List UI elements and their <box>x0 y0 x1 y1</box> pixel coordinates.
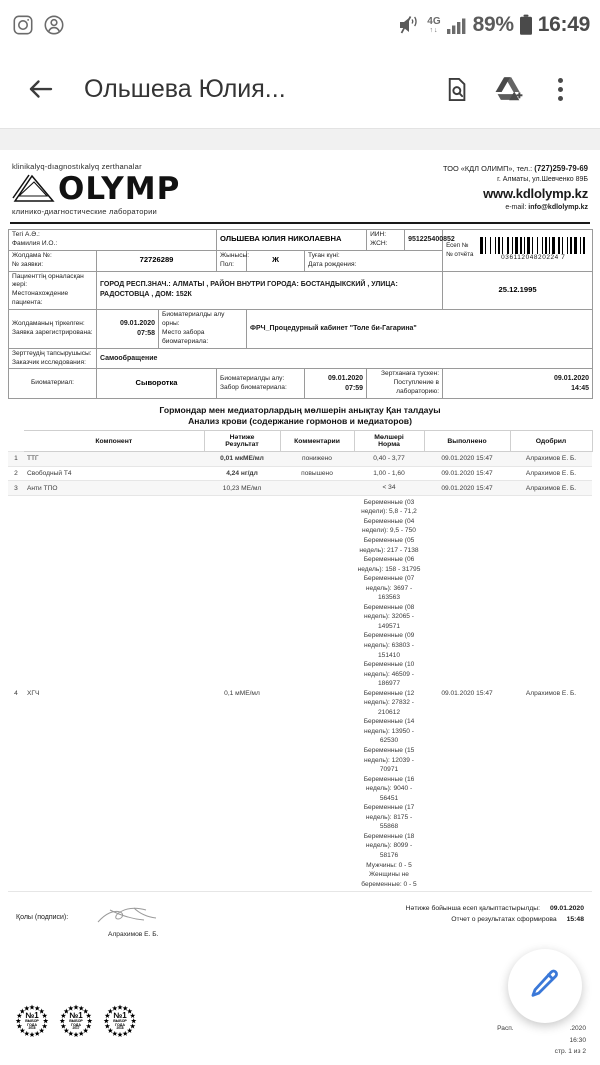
order-label-kk: Жолдама №: <box>12 251 52 259</box>
sex-label-ru: Пол: <box>220 260 234 268</box>
letterhead-contacts <box>443 162 588 211</box>
name-label-ru: Фамилия И.О.: <box>12 239 58 247</box>
badge-line1: ВЫБОР <box>113 1019 127 1023</box>
birth-value: 25.12.1995 <box>498 284 537 294</box>
section-title-kk: Гормондар мен медиаторлардың мөлшерін анықтау Қан талдауы <box>159 405 441 416</box>
biomaterial-label: Биоматериал: <box>30 379 75 387</box>
table-row <box>8 452 592 467</box>
network-type-icon: 4G ↑↓ <box>427 15 441 34</box>
table-row <box>8 481 592 496</box>
row-result: 4,24 нг/дл <box>204 466 280 481</box>
biomaterial-label-cell <box>9 369 97 399</box>
badge-line2: ГОДА <box>115 1022 125 1027</box>
table-row <box>8 466 592 481</box>
registered-time: 07:58 <box>137 329 155 337</box>
row-component: Анти ТПО <box>24 481 204 496</box>
location-value: ГОРОД РЕСП.ЗНАЧ.: АЛМАТЫ , РАЙОН ВНУТРИ ГОРОДА: БОСТАНДЫКСКИЙ , УЛИЦА: РАДОСТОВЦА , ДОМ: 152К <box>100 281 398 299</box>
lab-label-cell <box>367 369 443 399</box>
table-row <box>8 495 592 891</box>
award-badge <box>58 1003 94 1039</box>
battery-icon <box>519 14 533 36</box>
edit-fab-button[interactable] <box>508 949 582 1023</box>
col-approved: Одобрил <box>510 431 592 452</box>
order-value: 72726289 <box>139 255 174 265</box>
row-approved: Алрахимов Е. Б. <box>510 452 592 467</box>
signal-bars-icon <box>446 15 468 35</box>
edit-pencil-icon <box>528 967 562 1006</box>
patient-name-value-cell <box>217 230 367 251</box>
row-number: 1 <box>8 452 24 467</box>
status-bar <box>0 0 600 50</box>
row-norm: 0,40 - 3,77 <box>354 452 424 467</box>
location-value-cell <box>97 271 443 310</box>
collect-date: 09.01.2020 <box>328 375 364 383</box>
iin-label-ru: ЖСН: <box>370 239 388 247</box>
location-label-ru: Местонахождение пациента: <box>12 290 69 307</box>
name-label-kk: Тегі А.Ә.: <box>12 231 40 238</box>
document-sheet <box>0 150 600 1065</box>
section-title-ru: Анализ крови (содержание гормонов и медиаторов) <box>188 416 412 427</box>
results-table <box>8 430 593 892</box>
col-number <box>8 431 24 452</box>
badge-line2: ГОДА <box>27 1022 37 1027</box>
signer-name: Алрахимов Е. Б. <box>108 931 159 939</box>
company-website[interactable]: www.kdlolymp.kz <box>483 186 588 201</box>
customer-label-kk: Зерттеудің тапсырушысы: <box>12 349 92 357</box>
row-result: 0,1 мМЕ/мл <box>204 495 280 891</box>
page-title: Ольшева Юлия... <box>84 74 286 103</box>
row-number: 2 <box>8 466 24 481</box>
row-comment: понижено <box>280 452 354 467</box>
letterhead-divider <box>10 222 590 224</box>
collect-label-ru: Забор биоматериала: <box>220 383 287 391</box>
award-badge <box>102 1003 138 1039</box>
lab-date: 09.01.2020 <box>554 375 590 383</box>
row-done: 09.01.2020 15:47 <box>424 452 510 467</box>
col-component: Компонент <box>24 431 204 452</box>
iin-value: 951225400852 <box>408 235 455 243</box>
col-comment: Комментарии <box>280 431 354 452</box>
row-norm: < 34 <box>354 481 424 496</box>
brand-logo-text: OLYMP <box>58 171 181 207</box>
signature-label: Қолы (подписи): <box>16 914 69 922</box>
badge-rank: №1 <box>113 1011 127 1020</box>
customer-label-ru: Заказчик исследования: <box>12 358 86 366</box>
iin-label-cell <box>367 230 405 251</box>
brand-tagline-kk: klinikalyq-dıagnostıkalyq zerthanalar <box>12 162 142 171</box>
collect-place-label-kk: Биоматериалды алу орны: <box>162 311 225 328</box>
badge-year: 2017 <box>72 1026 80 1031</box>
report-formed-time: 15:48 <box>566 916 584 924</box>
back-button[interactable] <box>18 66 64 112</box>
mute-icon <box>398 14 422 36</box>
signature-mark-icon <box>94 923 172 930</box>
lab-time: 14:45 <box>571 384 590 392</box>
report-barcode-cell <box>443 230 593 272</box>
row-approved: Алрахимов Е. Б. <box>510 495 592 891</box>
biomaterial-value-cell <box>97 369 217 399</box>
order-value-cell <box>97 250 217 271</box>
collect-time: 07:59 <box>345 384 364 392</box>
registered-label-ru: Заявка зарегистрирована: <box>12 328 93 336</box>
order-label-cell <box>9 250 97 271</box>
print-label: Расп. <box>497 1025 514 1033</box>
page-info: стр. 1 из 2 <box>554 1047 586 1055</box>
collect-time-label-cell <box>217 369 305 399</box>
row-result: 10,23 МЕ/мл <box>204 481 280 496</box>
registered-date: 09.01.2020 <box>119 320 155 328</box>
lab-label-ru: Поступление в лабораторию: <box>393 379 440 396</box>
row-number: 4 <box>8 495 24 891</box>
table-row <box>9 310 593 349</box>
overflow-menu-icon[interactable] <box>536 65 584 113</box>
iin-label-kk: ИИН: <box>370 231 387 238</box>
report-barcode-icon <box>477 237 589 254</box>
clock-label: 16:49 <box>537 13 590 36</box>
iin-value-cell <box>405 230 455 251</box>
letterhead <box>8 162 592 216</box>
patient-name-value: ОЛЬШЕВА ЮЛИЯ НИКОЛАЕВНА <box>220 234 342 244</box>
sex-value: Ж <box>272 255 279 265</box>
order-label-ru: № заявки: <box>12 260 44 268</box>
registered-label-kk: Жолдаманың тіркелген: <box>12 320 85 328</box>
row-approved: Алрахимов Е. Б. <box>510 481 592 496</box>
sex-value-cell <box>247 250 305 271</box>
table-row <box>9 369 593 399</box>
drive-add-icon[interactable] <box>484 65 532 113</box>
print-date: .2020 <box>569 1025 586 1033</box>
report-formed-label-kk: Нәтиже бойынша есеп қалыптастырылды: <box>405 905 541 913</box>
document-footer <box>0 995 600 1065</box>
report-formed-date: 09.01.2020 <box>549 905 584 913</box>
row-done: 09.01.2020 15:47 <box>424 495 510 891</box>
email-label: e-mail: <box>505 204 527 211</box>
location-label-cell <box>9 271 97 310</box>
badge-line1: ВЫБОР <box>69 1019 83 1023</box>
olymp-logo-icon <box>12 172 56 206</box>
print-time: 16:30 <box>569 1036 586 1044</box>
badge-line1: ВЫБОР <box>25 1019 39 1023</box>
birth-cell <box>305 250 443 271</box>
letterhead-brand <box>12 162 312 216</box>
registered-value-cell <box>97 310 159 349</box>
row-approved: Алрахимов Е. Б. <box>510 466 592 481</box>
collect-place-label-ru: Место забора биоматериала: <box>162 328 209 345</box>
birth-label-kk: Туған күні: <box>308 251 340 259</box>
lab-label-kk: Зертханаға тускен: <box>381 370 440 378</box>
row-component: ТТГ <box>24 452 204 467</box>
company-name: ТОО «КДЛ ОЛИМП», тел.: <box>443 164 533 173</box>
row-result: 0,01 мкМЕ/мл <box>204 452 280 467</box>
patient-info-table <box>8 229 593 399</box>
instagram-icon <box>12 14 34 36</box>
row-comment <box>280 495 354 891</box>
sex-label-kk: Жынысы: <box>220 251 250 259</box>
table-row <box>9 271 593 310</box>
collect-time-value-cell <box>305 369 367 399</box>
collect-label-kk: Биоматериалды алу: <box>220 374 285 382</box>
table-row <box>9 230 593 251</box>
battery-percent-label: 89% <box>472 13 514 36</box>
content-top-gap <box>0 128 600 150</box>
badge-rank: №1 <box>69 1011 83 1020</box>
sex-label-cell <box>217 250 250 271</box>
report-label-ru: № отчёта <box>446 251 474 259</box>
row-done: 09.01.2020 15:47 <box>424 481 510 496</box>
contact-icon <box>43 14 65 36</box>
print-info <box>497 1023 586 1057</box>
patient-name-cell <box>9 230 217 251</box>
results-body <box>8 452 592 892</box>
customer-value-cell <box>97 348 593 369</box>
row-comment: повышено <box>280 466 354 481</box>
company-email[interactable]: info@kdlolymp.kz <box>528 204 588 211</box>
status-bar-left <box>12 14 65 36</box>
row-comment <box>280 481 354 496</box>
company-address: г. Алматы, ул.Шевченко 89Б <box>497 176 588 183</box>
row-norm: 1,00 - 1,60 <box>354 466 424 481</box>
signature-block <box>8 904 592 938</box>
company-phone: (727)259-79-69 <box>534 164 588 173</box>
biomaterial-value: Сыворотка <box>135 378 178 388</box>
table-row <box>9 348 593 369</box>
collect-place-label-cell <box>159 310 247 349</box>
badge-rank: №1 <box>25 1011 39 1020</box>
row-norm: Беременные (03 недели): 5,8 - 71,2 Беременные (04 недели): 9,5 - 750 Беременные (05 недель): 217 - 7138 Беременные (06 недель): 158 - 31795 Беременные (07 недель): 3697 - 163563 Беременные (08 недель): 32065 - 149571 Беременные (09 недель): 63803 - 151410 Беременные (10 недель): 46509 - 186977 Беременные (12 недель): 27832 - 210612 Беременные (14 недель): 13950 - 62530 Беременные (15 недель): 12039 - 70971 Беременные (16 недель): 9040 - 56451 Беременные (17 недель): 8175 - 55868 Беременные (18 недель): 8099 - 58176 Мужчины: 0 - 5 Женщины не беременные: 0 - 5 <box>354 495 424 891</box>
row-component: Свободный Т4 <box>24 466 204 481</box>
report-formed-label-ru: Отчет о результатах сформирова <box>451 916 557 924</box>
customer-label-cell <box>9 348 97 369</box>
col-done: Выполнено <box>424 431 510 452</box>
badge-year: 2016 <box>28 1026 36 1031</box>
col-result: Нәтиже Результат <box>204 431 280 452</box>
customer-value: Самообращение <box>100 354 158 362</box>
badge-year: 2018 <box>116 1026 124 1031</box>
birth-label-ru: Дата рождения: <box>308 260 357 268</box>
report-barcode-number: 03611204820224 7 <box>501 254 566 262</box>
lab-time-value-cell <box>443 369 593 399</box>
row-done: 09.01.2020 15:47 <box>424 466 510 481</box>
results-header-row <box>8 431 592 452</box>
collect-place-value-cell <box>247 310 593 349</box>
registered-label-cell <box>9 310 97 349</box>
brand-tagline-ru: клинико-диагностические лаборатории <box>12 207 157 216</box>
row-component: ХГЧ <box>24 495 204 891</box>
birth-value-cell <box>443 271 593 310</box>
col-norm: Мөлшері Норма <box>354 431 424 452</box>
app-bar <box>0 50 600 128</box>
report-label-kk: Есеп № <box>446 241 469 249</box>
collect-place-value: ФРЧ_Процедурный кабинет "Толе би-Гагарина" <box>250 324 417 332</box>
location-label-kk: Пациенттің орналасқан жері: <box>12 272 84 289</box>
document-search-icon[interactable] <box>432 65 480 113</box>
row-number: 3 <box>8 481 24 496</box>
award-badge <box>14 1003 50 1039</box>
status-bar-right <box>398 13 590 37</box>
badge-line2: ГОДА <box>71 1022 81 1027</box>
